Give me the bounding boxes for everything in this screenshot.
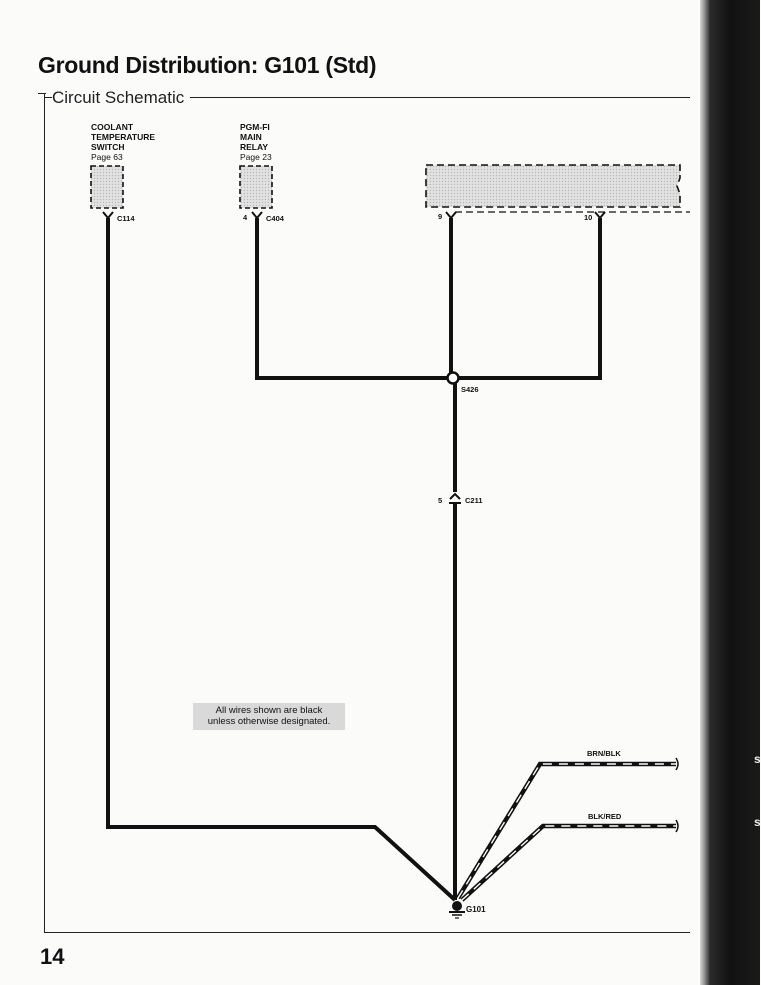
connector-c211-label: C211 <box>465 496 483 505</box>
wire-blk-red-label: BLK/RED <box>588 812 622 821</box>
gutter-mark: s <box>754 752 761 766</box>
splice-s426 <box>448 373 459 384</box>
wire-break-mark <box>676 758 678 770</box>
gutter-mark: s <box>754 815 761 829</box>
coolant-switch-box <box>91 166 123 208</box>
c404-connector-symbol <box>252 212 262 218</box>
pin10-connector-symbol <box>595 212 605 218</box>
right-component-box <box>426 165 680 207</box>
connector-c114-label: C114 <box>117 214 135 223</box>
pgm-relay-page-ref: Page 23 <box>240 152 272 162</box>
page-title: Ground Distribution: G101 (Std) <box>38 52 377 78</box>
wire-c404-to-s426 <box>257 218 600 378</box>
pin-4-label: 4 <box>243 213 248 222</box>
c211-connector-symbol <box>450 494 460 499</box>
connector-c404-label: C404 <box>266 214 284 223</box>
wire-brn-blk-label: BRN/BLK <box>587 749 621 758</box>
wire-c114-to-g101 <box>108 218 455 900</box>
c114-connector-symbol <box>103 212 113 218</box>
ground-g101-icon <box>449 901 465 918</box>
wire-color-note: All wires shown are black unless otherwise designated. <box>193 703 345 730</box>
wire-brn-blk <box>458 764 676 898</box>
section-title: Circuit Schematic <box>52 88 190 108</box>
coolant-switch-label: COOLANT TEMPERATURE SWITCH Page 63 <box>91 122 156 162</box>
ground-g101-label: G101 <box>466 905 486 914</box>
c211-pin-label: 5 <box>438 496 443 505</box>
pin9-connector-symbol <box>446 212 456 218</box>
pgm-relay-box <box>240 166 272 208</box>
pin-9-label: 9 <box>438 212 443 221</box>
coolant-switch-page-ref: Page 63 <box>91 152 123 162</box>
page-number: 14 <box>40 944 65 969</box>
pin-10-label: 10 <box>584 213 593 222</box>
wire-break-mark <box>676 820 678 832</box>
pgm-relay-label: PGM-FI MAIN RELAY Page 23 <box>240 122 272 162</box>
wire-brn-blk-stripe <box>458 764 676 898</box>
splice-s426-label: S426 <box>461 385 479 394</box>
